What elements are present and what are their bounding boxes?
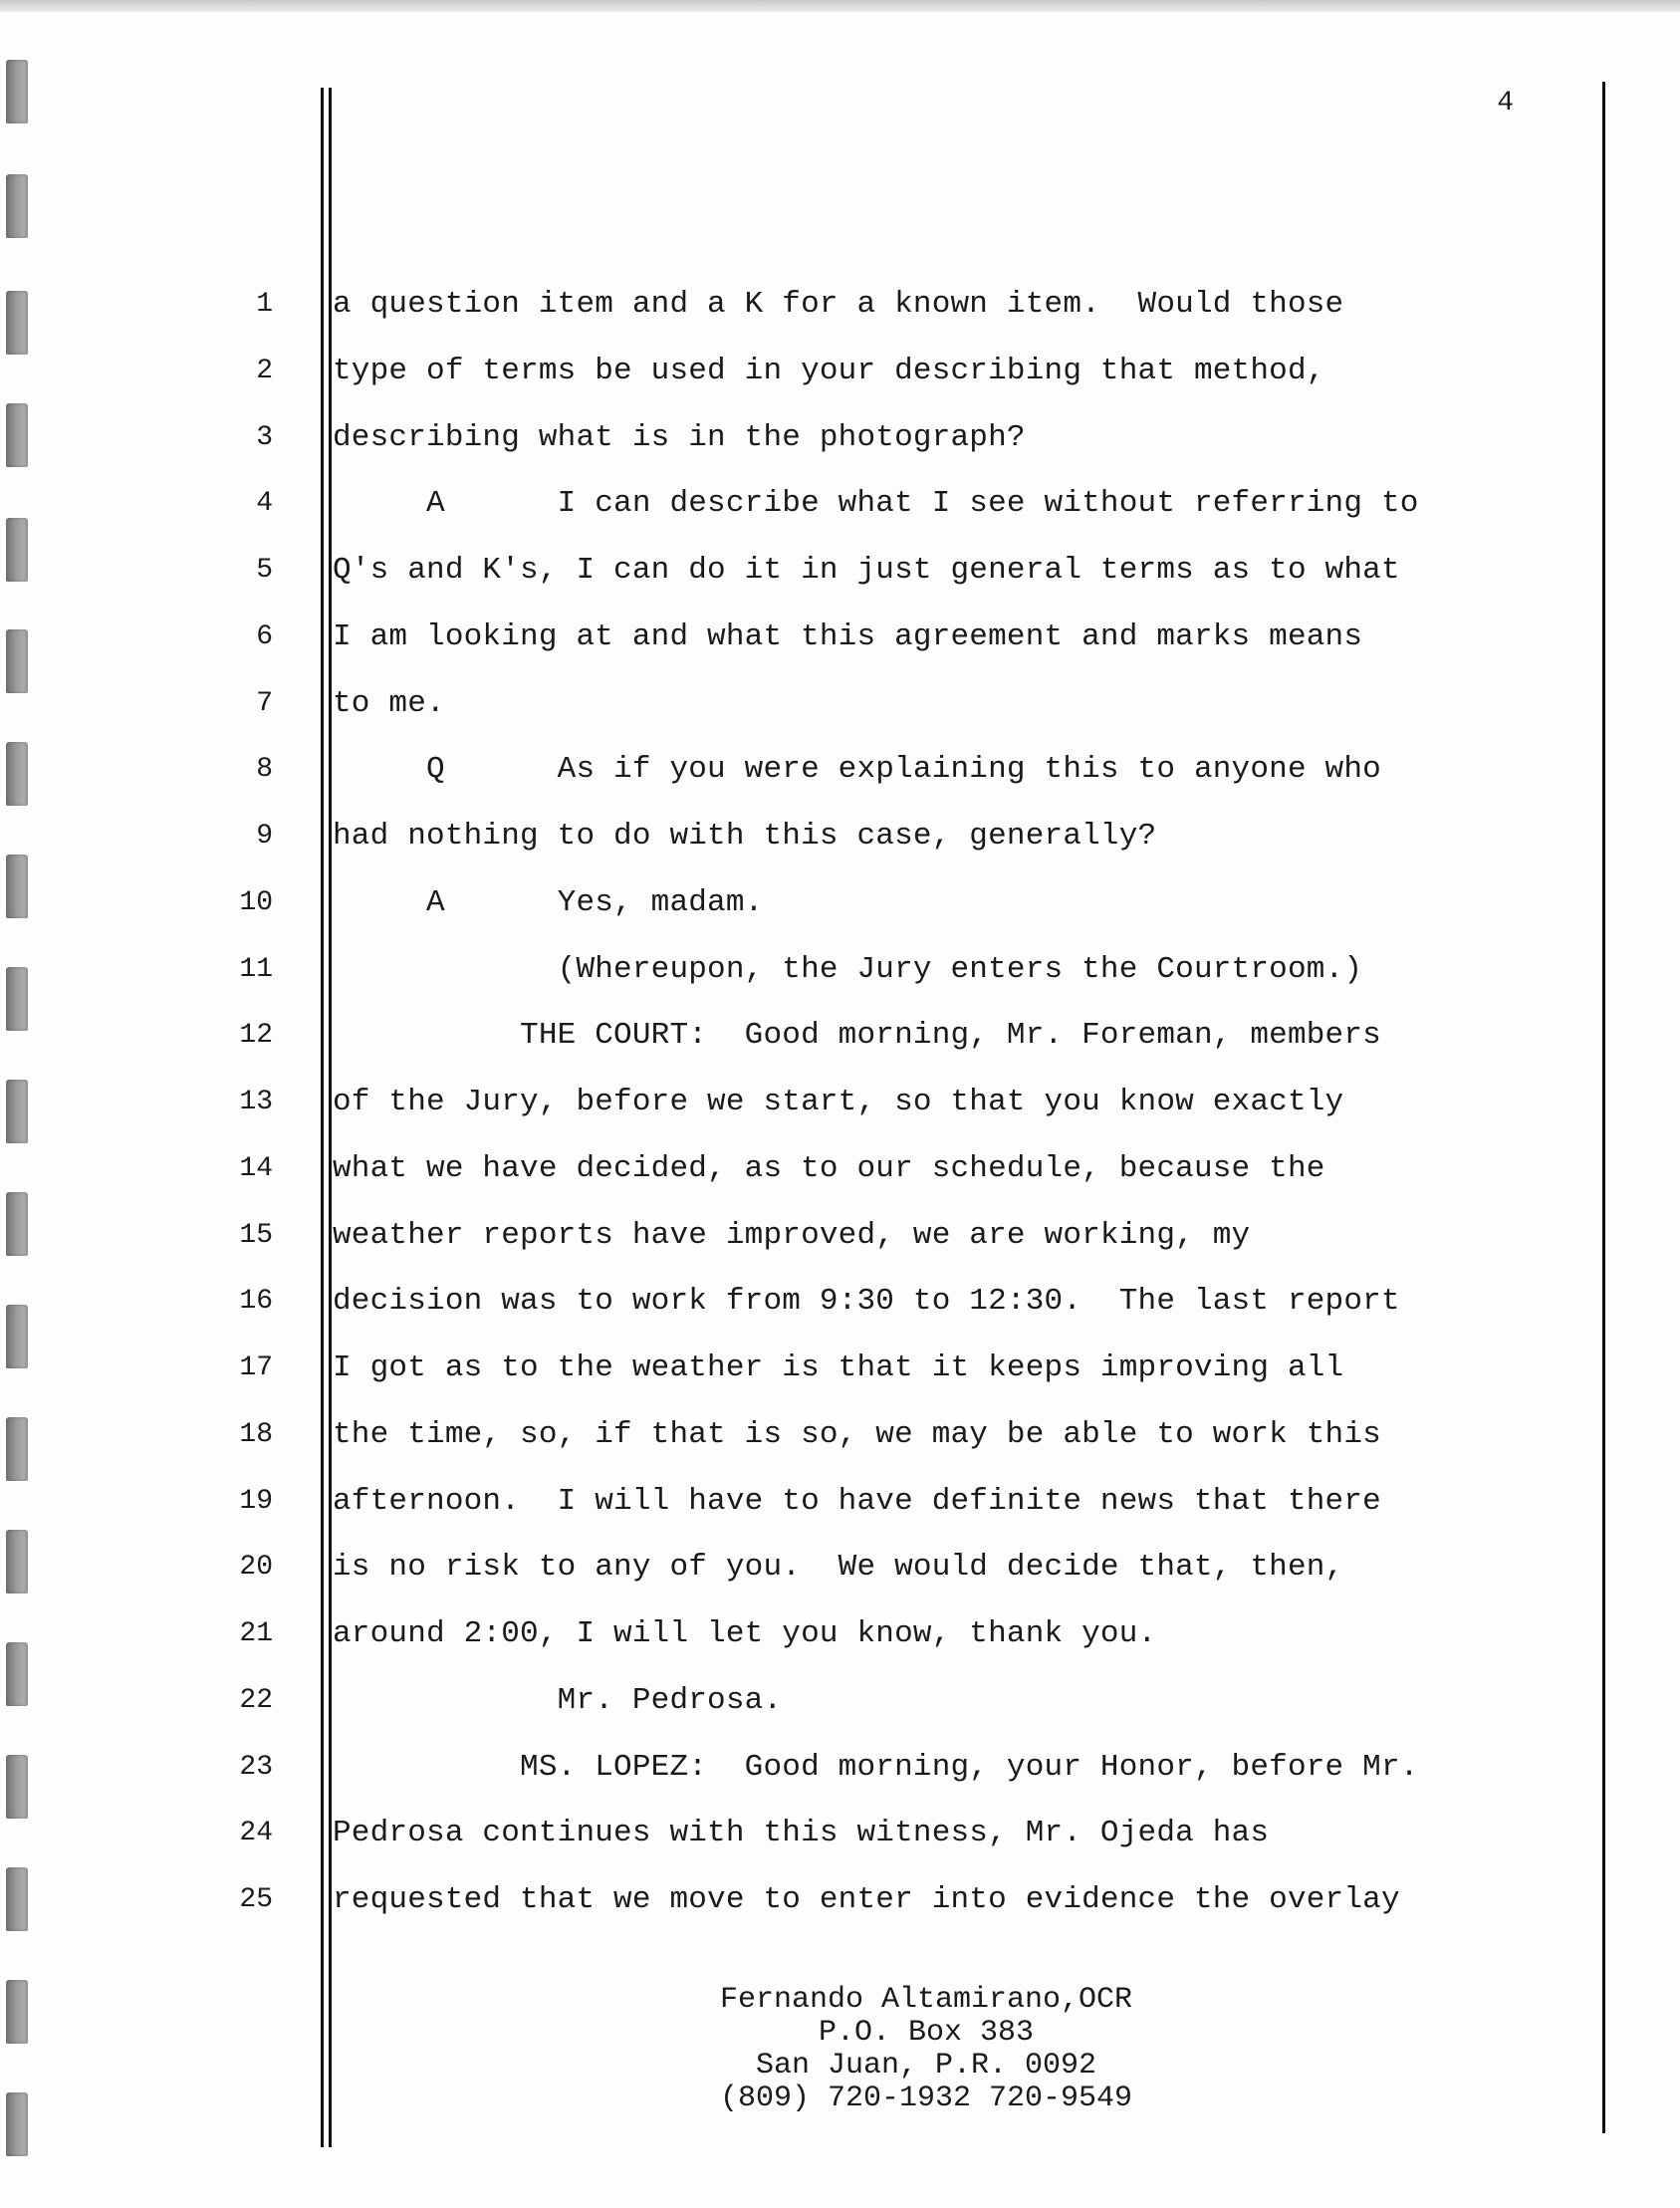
- transcript-line: afternoon. I will have to have definite news that there: [333, 1484, 1381, 1519]
- transcript-line: a question item and a K for a known item. Would those: [333, 287, 1344, 322]
- line-number: 24: [239, 1818, 273, 1848]
- line-number: 11: [239, 954, 273, 985]
- transcript-line: THE COURT: Good morning, Mr. Foreman, members: [333, 1018, 1381, 1053]
- transcript-line: around 2:00, I will let you know, thank you.: [333, 1616, 1157, 1651]
- transcript-line: weather reports have improved, we are working, my: [333, 1218, 1251, 1253]
- transcript-line: I am looking at and what this agreement and marks means: [333, 619, 1363, 654]
- transcript-line: MS. LOPEZ: Good morning, your Honor, before Mr.: [333, 1750, 1419, 1785]
- punch-hole: [6, 1192, 28, 1256]
- line-number: 2: [256, 356, 273, 386]
- transcript-line: Q As if you were explaining this to anyone who: [333, 752, 1381, 787]
- punch-hole: [6, 967, 28, 1031]
- reporter-name: Fernando Altamirano,OCR: [719, 1983, 1133, 2017]
- line-number: 21: [239, 1618, 273, 1649]
- line-number: 23: [239, 1752, 273, 1783]
- line-number: 20: [239, 1552, 273, 1583]
- transcript-line: A I can describe what I see without referring to: [333, 486, 1419, 521]
- transcript-line: requested that we move to enter into evidence the overlay: [333, 1882, 1400, 1917]
- line-number: 10: [239, 887, 273, 918]
- punch-hole: [6, 629, 28, 693]
- punch-hole: [6, 855, 28, 918]
- line-number: 14: [239, 1153, 273, 1184]
- reporter-phone: (809) 720-1932 720-9549: [719, 2082, 1133, 2115]
- line-number: 9: [256, 821, 273, 852]
- line-number: 5: [256, 555, 273, 586]
- line-number: 18: [239, 1419, 273, 1450]
- transcript-line: the time, so, if that is so, we may be able to work this: [333, 1417, 1381, 1452]
- line-number: 25: [239, 1884, 273, 1915]
- line-number: 4: [256, 488, 273, 519]
- transcript-line: to me.: [333, 686, 445, 721]
- right-margin-rule: [1602, 82, 1605, 2133]
- line-number: 19: [239, 1486, 273, 1517]
- line-number: 13: [239, 1087, 273, 1117]
- transcript-line: I got as to the weather is that it keeps improving all: [333, 1350, 1344, 1385]
- line-number: 15: [239, 1220, 273, 1251]
- transcript-line: of the Jury, before we start, so that you know exactly: [333, 1085, 1344, 1119]
- line-number: 17: [239, 1352, 273, 1383]
- left-margin-rule-inner: [329, 88, 332, 2147]
- line-number: 16: [239, 1286, 273, 1317]
- scan-top-edge: [0, 0, 1680, 12]
- transcript-line: is no risk to any of you. We would decide that, then,: [333, 1550, 1344, 1585]
- transcript-line: had nothing to do with this case, generally?: [333, 819, 1157, 854]
- transcript-line: Pedrosa continues with this witness, Mr. Ojeda has: [333, 1816, 1270, 1850]
- transcript-line: Q's and K's, I can do it in just general terms as to what: [333, 553, 1400, 588]
- reporter-address-city: San Juan, P.R. 0092: [755, 2049, 1097, 2083]
- punch-hole: [6, 174, 28, 238]
- line-number: 6: [256, 621, 273, 652]
- transcript-line: decision was to work from 9:30 to 12:30. The last report: [333, 1284, 1400, 1319]
- transcript-line: A Yes, madam.: [333, 885, 764, 920]
- line-number: 8: [256, 754, 273, 785]
- punch-hole: [6, 1867, 28, 1931]
- line-number: 3: [256, 422, 273, 453]
- transcript-line: (Whereupon, the Jury enters the Courtroom.): [333, 952, 1363, 987]
- line-number: 7: [256, 688, 273, 719]
- transcript-line: type of terms be used in your describing that method,: [333, 354, 1325, 388]
- punch-hole: [6, 1530, 28, 1594]
- punch-hole: [6, 60, 28, 123]
- line-number: 22: [239, 1685, 273, 1716]
- line-number: 12: [239, 1020, 273, 1051]
- transcript-line: Mr. Pedrosa.: [333, 1683, 783, 1718]
- punch-hole: [6, 1417, 28, 1481]
- punch-hole: [6, 1080, 28, 1143]
- punch-hole: [6, 742, 28, 806]
- transcript-line: what we have decided, as to our schedule, because the: [333, 1151, 1325, 1186]
- reporter-address-box: P.O. Box 383: [818, 2016, 1035, 2050]
- punch-hole: [6, 1980, 28, 2044]
- punch-hole: [6, 1755, 28, 1819]
- page-number: 4: [1497, 88, 1514, 119]
- left-margin-rule: [321, 88, 324, 2147]
- punch-hole: [6, 2092, 28, 2156]
- reporter-footer: [498, 1984, 1354, 2115]
- punch-hole: [6, 1305, 28, 1368]
- line-number: 1: [256, 289, 273, 320]
- punch-hole: [6, 403, 28, 467]
- transcript-line: describing what is in the photograph?: [333, 420, 1026, 455]
- punch-hole: [6, 1642, 28, 1706]
- punch-hole: [6, 518, 28, 582]
- punch-hole: [6, 291, 28, 355]
- binder-punch-holes: [6, 60, 36, 2181]
